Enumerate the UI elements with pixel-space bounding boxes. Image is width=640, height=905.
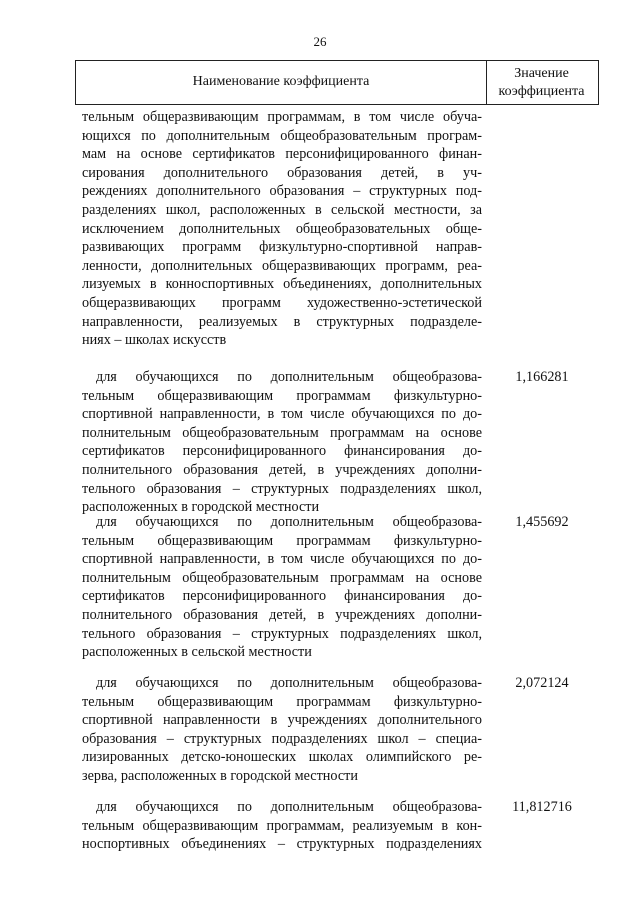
coefficient-description-continued: [82, 108, 482, 350]
text-line: ниях – школах искусств: [82, 332, 227, 349]
text-line: спортивной направленности, в том числе обучающихся по до-: [82, 551, 482, 568]
text-line: тельным общеразвивающим программам, реализуемым в кон-: [82, 817, 482, 834]
text-line: полнительного образования детей, в учреждениях дополни-: [82, 606, 482, 623]
coefficient-description: [82, 674, 482, 786]
text-line: полнительным общеобразовательным программам на основе: [82, 424, 482, 441]
text-line: полнительным общеобразовательным программам на основе: [82, 569, 482, 586]
column-header-value: [487, 62, 596, 104]
text-line: носпортивных объединениях – структурных подразделениях: [82, 836, 482, 853]
text-line: спортивной направленности в учреждениях дополнительного: [82, 712, 482, 729]
text-line: исключением дополнительных общеобразовательных обще-: [82, 220, 482, 237]
text-line: тельным общеразвивающим программам, в том числе обуча-: [82, 109, 482, 125]
text-line: тельным общеразвивающим программам физкультурно-: [82, 387, 482, 404]
text-line: лизуемых в конноспортивных объединениях, дополнительных: [82, 276, 482, 293]
column-header-value-line2: коэффициента: [498, 84, 585, 99]
text-line: сирования дополнительного образования детей, в уч-: [82, 164, 482, 181]
coefficient-value: 11,812716: [512, 799, 572, 815]
text-line: для обучающихся по дополнительным общеобразова-: [96, 675, 482, 691]
coefficient-value: 1,166281: [515, 369, 569, 385]
text-line: спортивной направленности, в том числе обучающихся по до-: [82, 406, 482, 423]
table-header-bottom-rule: [75, 104, 598, 105]
text-line: сертификатов персонифицированного финансирования до-: [82, 588, 482, 605]
text-line: расположенных в сельской местности: [82, 644, 312, 661]
text-line: общеразвивающих программ художественно-эстетической: [82, 294, 482, 311]
text-line: разделениях школ, расположенных в сельской местности, за: [82, 201, 482, 218]
text-line: зерва, расположенных в городской местности: [82, 767, 358, 784]
text-line: развивающих программ физкультурно-спортивной направ-: [82, 239, 482, 256]
text-line: расположенных в городской местности: [82, 499, 320, 516]
text-line: тельным общеразвивающим программам физкультурно-: [82, 693, 482, 710]
text-line: для обучающихся по дополнительным общеобразова-: [96, 514, 482, 530]
text-line: сертификатов персонифицированного финансирования до-: [82, 443, 482, 460]
text-line: направленности, реализуемых в структурных подразделе-: [82, 313, 482, 330]
coefficient-description: [82, 513, 482, 662]
column-header-value-line1: Значение: [514, 66, 569, 81]
text-line: для обучающихся по дополнительным общеобразова-: [96, 369, 482, 385]
coefficient-value: 1,455692: [515, 514, 569, 530]
coefficient-description: [82, 368, 482, 517]
text-line: полнительного образования детей, в учреждениях дополни-: [82, 461, 482, 478]
text-line: мам на основе сертификатов персонифицированного финан-: [82, 146, 482, 163]
text-line: реждениях дополнительного образования – структурных под-: [82, 183, 482, 200]
text-line: ленности, дополнительных общеразвивающих программ, реа-: [82, 257, 482, 274]
page-number: 26: [313, 34, 327, 49]
text-line: тельного образования – структурных подразделениях школ,: [82, 625, 482, 642]
coefficient-description: [82, 798, 482, 854]
text-line: тельным общеразвивающим программам физкультурно-: [82, 532, 482, 549]
text-line: лизированных детско-юношеских школах олимпийского ре-: [82, 749, 482, 766]
coefficient-value: 2,072124: [515, 675, 569, 691]
text-line: тельного образования – структурных подразделениях школ,: [82, 480, 482, 497]
column-header-name: Наименование коэффициента: [192, 74, 370, 89]
text-line: для обучающихся по дополнительным общеобразова-: [96, 799, 482, 815]
text-line: образования – структурных подразделениях школ – специа-: [82, 730, 482, 747]
text-line: ющихся по дополнительным общеобразовательным програм-: [82, 127, 482, 144]
